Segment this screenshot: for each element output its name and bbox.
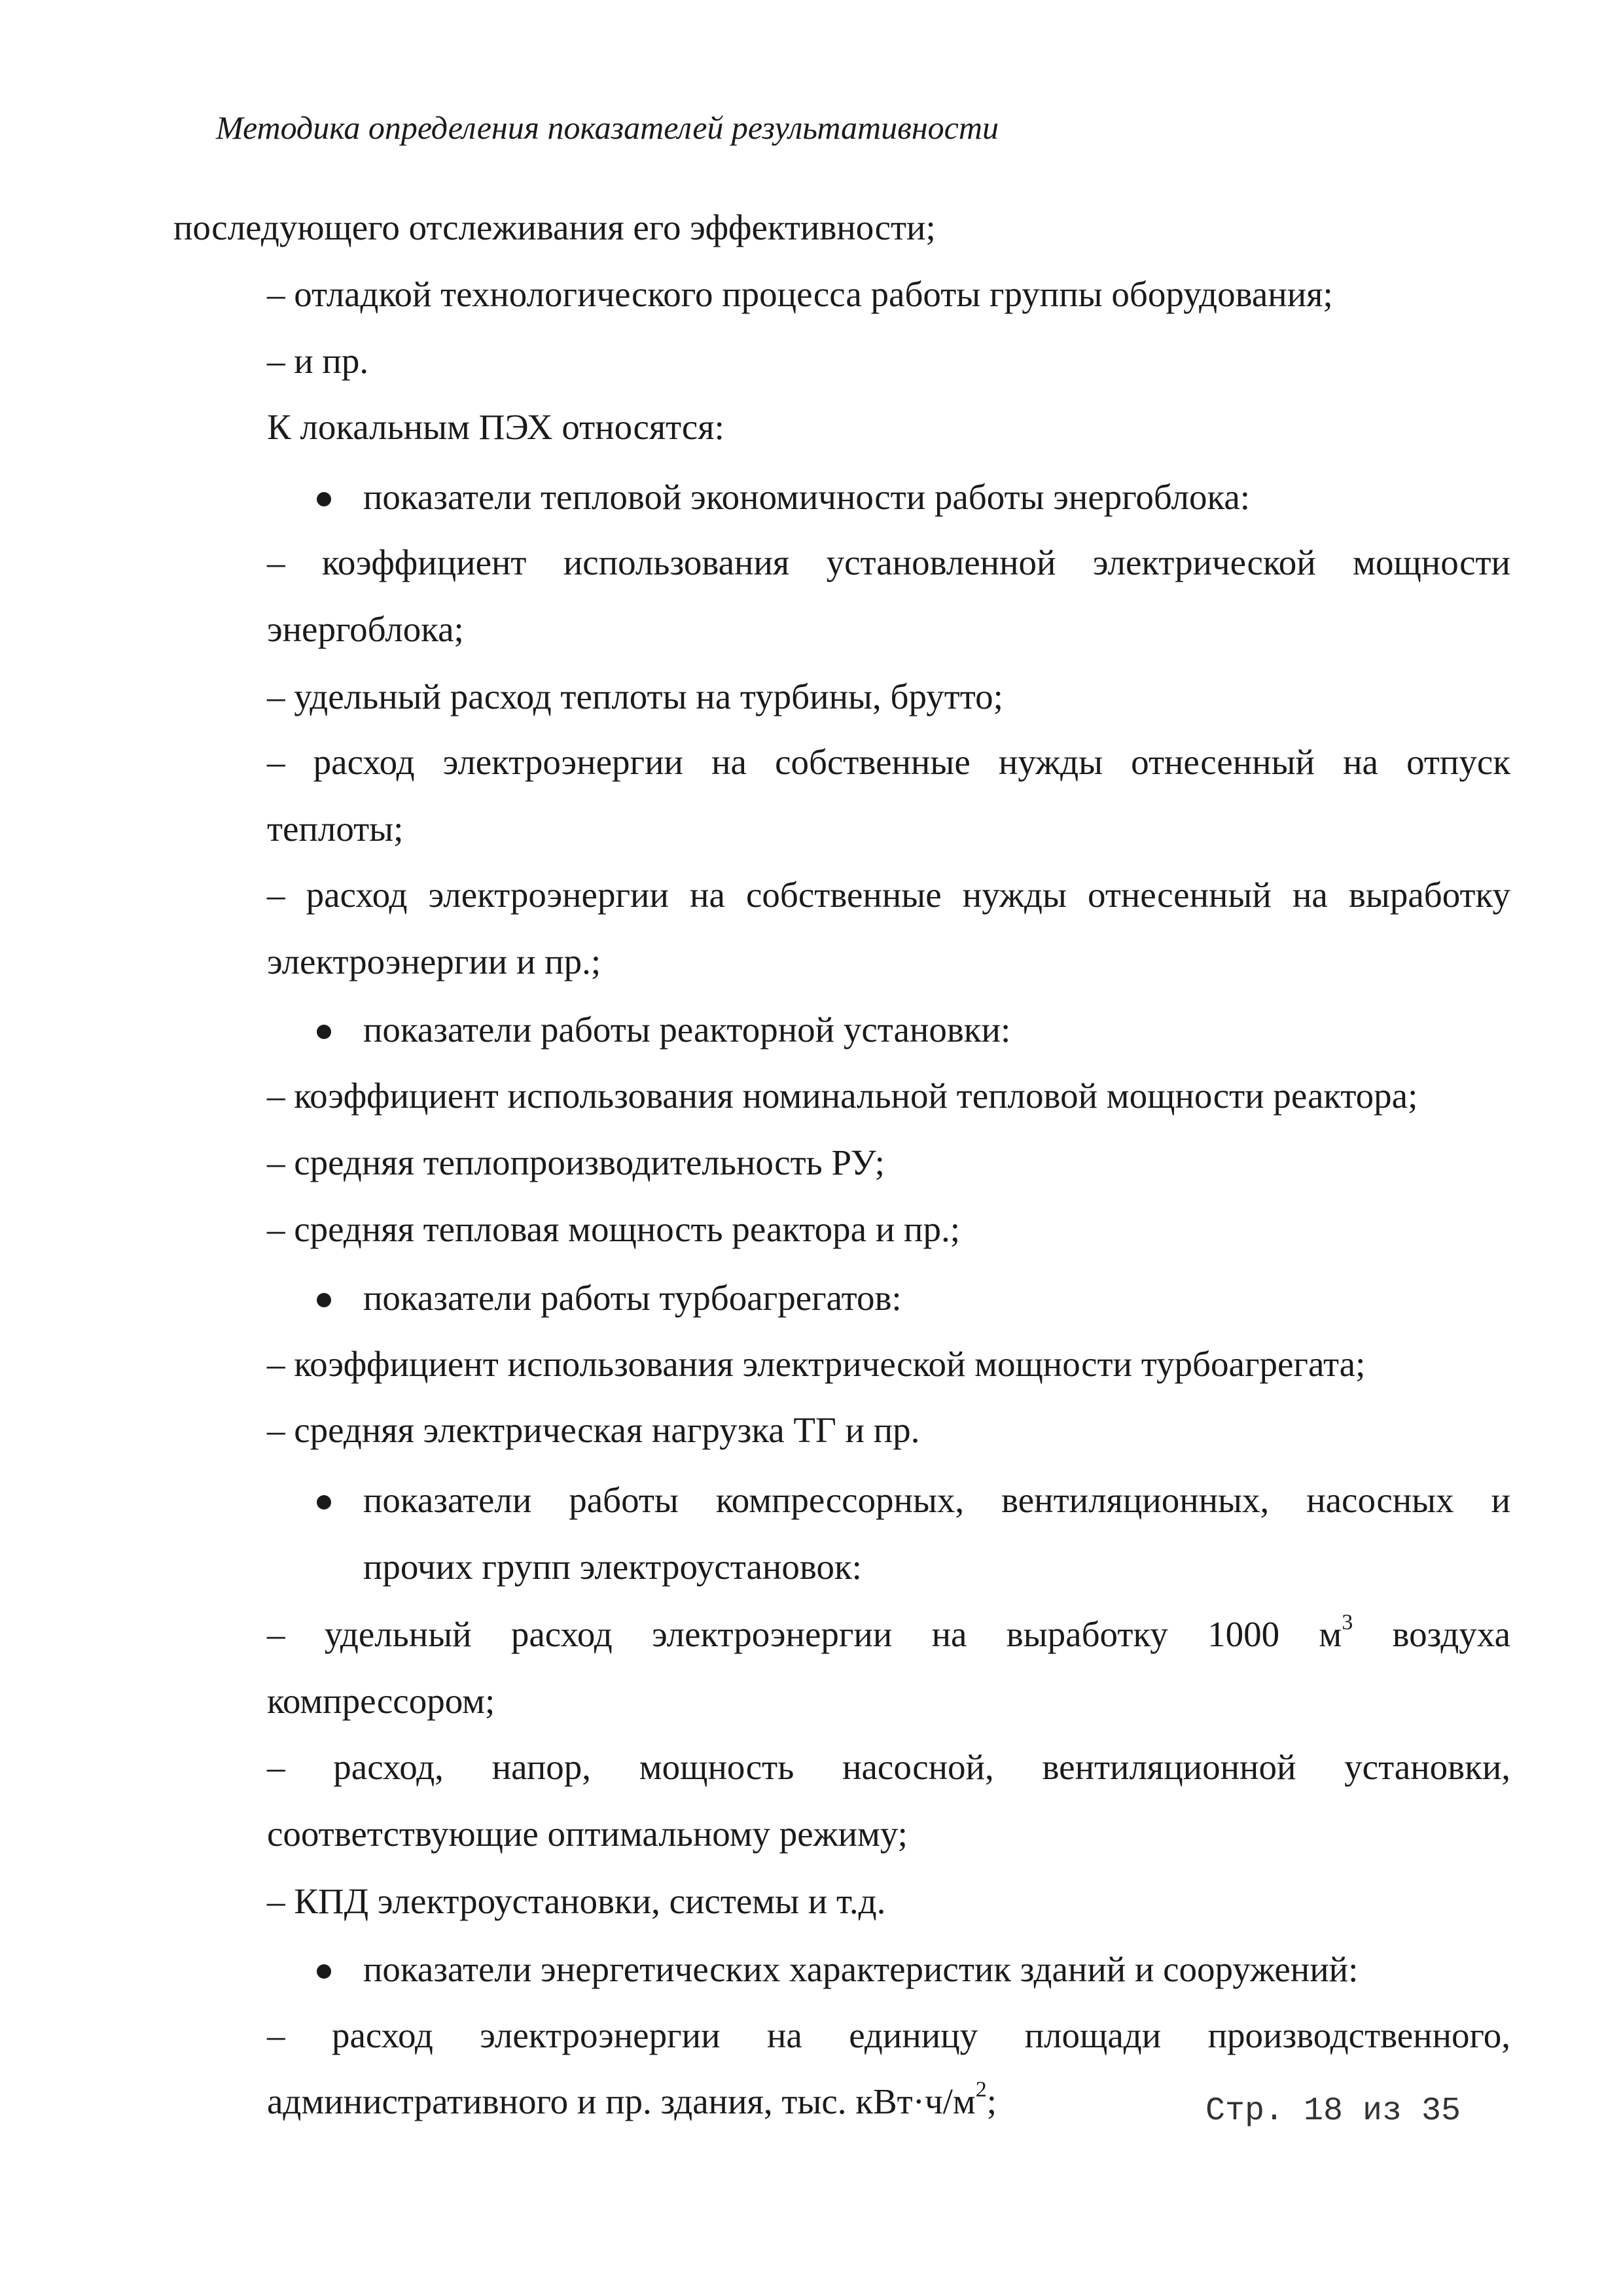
list-item: – средняя тепловая мощность реактора и пр.; — [267, 1209, 960, 1249]
list-item: – расход, напор, мощность насосной, вентиляционной установки, — [267, 1747, 1510, 1787]
text-line: электроэнергии и пр.; — [267, 942, 601, 981]
text-line: энергоблока; — [267, 609, 464, 649]
bullet-heading: показатели энергетических характеристик зданий и сооружений: — [363, 1949, 1359, 1989]
list-item: – расход электроэнергии на собственные нужды отнесенный на выработку — [267, 875, 1510, 915]
superscript: 2 — [975, 2077, 987, 2102]
paragraph-intro: К локальным ПЭХ относятся: — [267, 407, 724, 447]
text-line: компрессором; — [267, 1681, 495, 1721]
bullet-heading: показатели работы турбоагрегатов: — [363, 1278, 902, 1318]
list-item: – коэффициент использования электрической мощности турбоагрегата; — [267, 1344, 1366, 1384]
text-line: последующего отслеживания его эффективности; — [173, 207, 936, 247]
text-line — [267, 2079, 997, 2125]
bullet-heading: показатели тепловой экономичности работы энергоблока: — [363, 477, 1251, 517]
list-item — [267, 1612, 1510, 1657]
text-line: прочих групп электроустановок: — [363, 1547, 862, 1587]
bullet-icon — [317, 1495, 331, 1510]
bullet-icon — [317, 1964, 331, 1979]
list-item: – и пр. — [267, 341, 369, 381]
bullet-icon — [317, 1025, 331, 1039]
text-run: – удельный расход электроэнергии на выработку 1000 м — [267, 1614, 1342, 1654]
superscript: 3 — [1342, 1610, 1353, 1634]
list-item: – средняя электрическая нагрузка ТГ и пр. — [267, 1410, 920, 1450]
list-item: – удельный расход теплоты на турбины, брутто; — [267, 677, 1003, 716]
text-line: соответствующие оптимальному режиму; — [267, 1814, 908, 1854]
text-run: административного и пр. здания, тыс. кВт·ч/м — [267, 2081, 976, 2121]
text-run: воздуха — [1353, 1614, 1510, 1654]
bullet-icon — [317, 1293, 331, 1307]
running-header: Методика определения показателей результативности — [216, 109, 999, 146]
list-item: – расход электроэнергии на единицу площади производственного, — [267, 2015, 1510, 2055]
list-item: – отладкой технологического процесса работы группы оборудования; — [267, 274, 1333, 314]
bullet-heading: показатели работы компрессорных, вентиляционных, насосных и — [363, 1480, 1510, 1520]
bullet-icon — [317, 492, 331, 506]
list-item: – КПД электроустановки, системы и т.д. — [267, 1881, 886, 1921]
list-item: – расход электроэнергии на собственные нужды отнесенный на отпуск — [267, 742, 1510, 782]
bullet-heading: показатели работы реакторной установки: — [363, 1010, 1011, 1050]
text-line: теплоты; — [267, 809, 404, 849]
list-item: – коэффициент использования установленной электрической мощности — [267, 542, 1510, 582]
page-number: Стр. 18 из 35 — [1205, 2093, 1461, 2130]
list-item: – коэффициент использования номинальной тепловой мощности реактора; — [267, 1076, 1418, 1116]
list-item: – средняя теплопроизводительность РУ; — [267, 1142, 885, 1182]
text-run: ; — [986, 2081, 997, 2121]
